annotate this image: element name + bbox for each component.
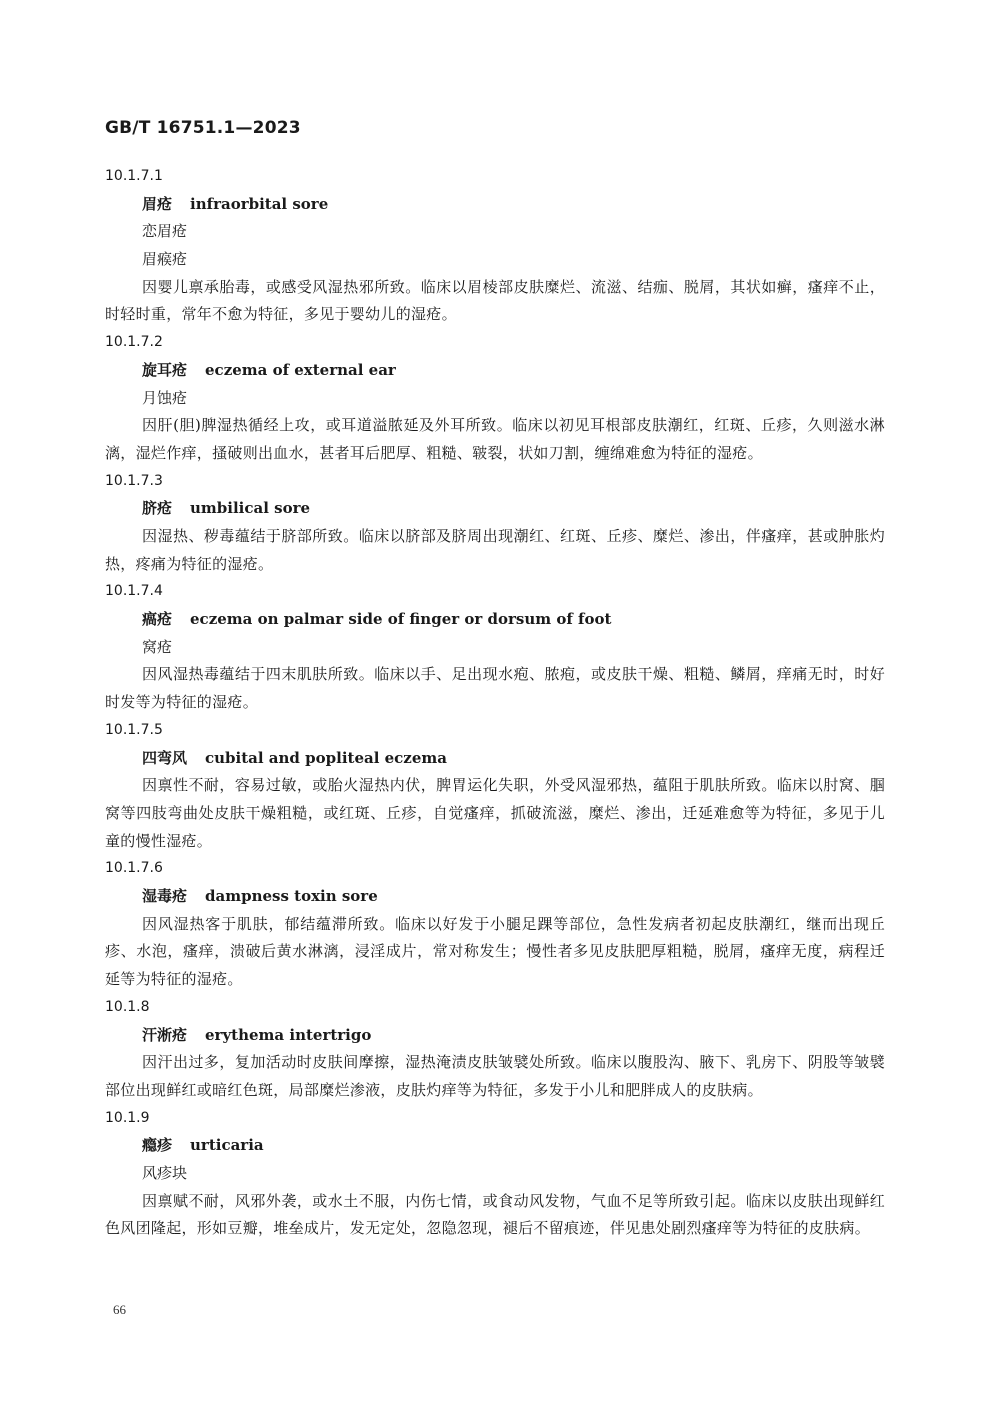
definition: 因湿热、秽毒蕴结于脐部所致。临床以脐部及脐周出现潮红、红斑、丘疹、糜烂、渗出，伴瘙痒，甚或肿胀灼热，疼痛为特征的湿疮。 <box>105 527 885 573</box>
definition: 因风湿热毒蕴结于四末肌肤所致。临床以手、足出现水疱、脓疱，或皮肤干燥、粗糙、鳞屑，痒痛无时，时好时发等为特征的湿疮。 <box>105 665 885 712</box>
term-en: eczema on palmar side of finger or dorsum of foot <box>190 610 612 629</box>
entry <box>105 163 885 329</box>
entry-term <box>105 745 885 773</box>
term-en: cubital and popliteal eczema <box>205 748 447 767</box>
term-en: dampness toxin sore <box>205 887 378 906</box>
term-en: eczema of external ear <box>205 360 396 379</box>
definition: 因风湿热客于肌肤，郁结蕴滞所致。临床以好发于小腿足踝等部位，急性发病者初起皮肤潮红，继而出现丘疹、水泡，瘙痒，溃破后黄水淋漓，浸淫成片，常对称发生；慢性者多见皮肤肥厚粗糙，脱屑，瘙痒无度，病程迁延等为特征的湿疮。 <box>105 914 885 989</box>
synonym: 眉瘊疮 <box>142 250 188 269</box>
standard-code: GB/T 16751.1—2023 <box>105 118 301 138</box>
definition: 因禀赋不耐，风邪外袭，或水土不服，内伤七情，或食动风发物，气血不足等所致引起。临床以皮肤出现鲜红色风团隆起，形如豆瓣，堆垒成片，发无定处，忽隐忽现，褪后不留痕迹，伴见患处剧烈瘙痒等为特征的皮肤病。 <box>105 1191 885 1238</box>
entry-term <box>105 357 885 385</box>
entry <box>105 855 885 993</box>
entry <box>105 329 885 467</box>
entry <box>105 468 885 579</box>
entry-number: 10.1.7.6 <box>105 860 163 877</box>
entry-number: 10.1.7.4 <box>105 583 163 600</box>
term-zh: 眉疮 <box>142 194 173 213</box>
term-zh: 瘑疮 <box>142 610 173 629</box>
entry <box>105 1105 885 1243</box>
synonym: 恋眉疮 <box>142 222 188 241</box>
definition: 因婴儿禀承胎毒，或感受风湿热邪所致。临床以眉棱部皮肤糜烂、流滋、结痂、脱屑，其状如癣，瘙痒不止，时轻时重，常年不愈为特征，多见于婴幼儿的湿疮。 <box>105 277 885 324</box>
entry-term <box>105 606 885 634</box>
entry-term <box>105 1132 885 1160</box>
term-zh: 汗淅疮 <box>142 1025 188 1044</box>
entry-number: 10.1.7.2 <box>105 334 163 351</box>
entry-term <box>105 1022 885 1050</box>
entry <box>105 994 885 1105</box>
term-zh: 四弯风 <box>142 748 188 767</box>
term-en: umbilical sore <box>190 499 311 518</box>
entry <box>105 578 885 716</box>
entry-number: 10.1.7.3 <box>105 472 163 489</box>
term-en: infraorbital sore <box>190 194 329 213</box>
entry-term <box>105 495 885 523</box>
entry-number: 10.1.7.5 <box>105 721 163 738</box>
synonym: 月蚀疮 <box>142 388 188 407</box>
term-en: urticaria <box>190 1136 264 1155</box>
entry-term <box>105 883 885 911</box>
term-zh: 旋耳疮 <box>142 360 188 379</box>
entry <box>105 717 885 855</box>
definition: 因肝(胆)脾湿热循经上攻，或耳道溢脓延及外耳所致。临床以初见耳根部皮肤潮红，红斑、丘疹，久则滋水淋漓，湿烂作痒，搔破则出血水，甚者耳后肥厚、粗糙、皲裂，状如刀割，缠绵难愈为特征的湿疮。 <box>105 416 885 462</box>
entry-number: 10.1.9 <box>105 1109 150 1126</box>
definition: 因汗出过多，复加活动时皮肤间摩擦，湿热淹渍皮肤皱襞处所致。临床以腹股沟、腋下、乳房下、阴股等皱襞部位出现鲜红或暗红色斑，局部糜烂渗液，皮肤灼痒等为特征，多发于小儿和肥胖成人的皮肤病。 <box>105 1053 885 1099</box>
term-en: erythema intertrigo <box>205 1025 372 1044</box>
synonym: 风疹块 <box>142 1164 188 1182</box>
entry-list <box>105 163 885 1243</box>
entry-number: 10.1.8 <box>105 998 150 1015</box>
entry-term <box>105 191 885 219</box>
term-zh: 湿毒疮 <box>142 887 188 906</box>
synonym: 窝疮 <box>142 637 173 656</box>
entry-number: 10.1.7.1 <box>105 168 163 184</box>
term-zh: 瘾疹 <box>142 1136 173 1155</box>
definition: 因禀性不耐，容易过敏，或胎火湿热内伏，脾胃运化失职，外受风湿邪热，蕴阻于肌肤所致。临床以肘窝、腘窝等四肢弯曲处皮肤干燥粗糙，或红斑、丘疹，自觉瘙痒，抓破流滋，糜烂、渗出，迁延难愈等为特征，多见于儿童的慢性湿疮。 <box>105 776 885 850</box>
page-number: 66 <box>113 1302 126 1317</box>
term-zh: 脐疮 <box>142 499 173 518</box>
